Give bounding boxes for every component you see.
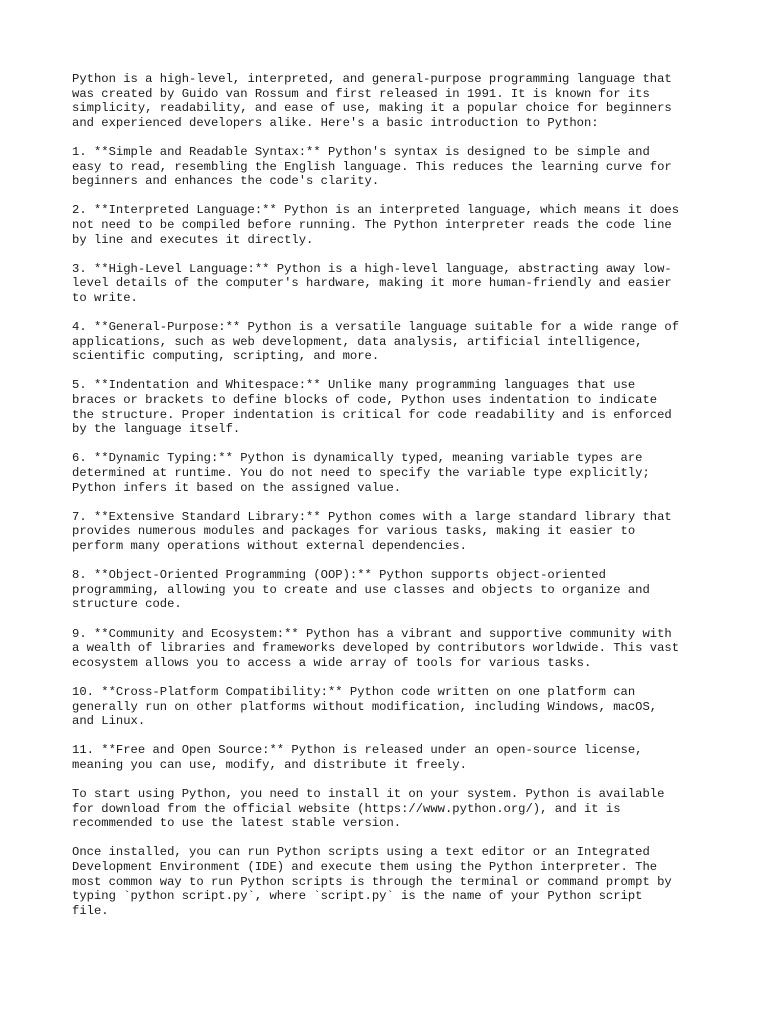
text-line: for download from the official website (https://www.python.org/), and it is [72,801,621,816]
text-line: file. [72,903,109,918]
paragraph [72,845,712,918]
text-line: Python infers it based on the assigned value. [72,480,402,495]
text-line: and experienced developers alike. Here's a basic introduction to Python: [72,115,599,130]
paragraph [72,320,712,364]
text-line: 2. **Interpreted Language:** Python is an interpreted language, which means it does [72,203,680,218]
text-line: recommended to use the latest stable version. [72,816,402,831]
text-line: 8. **Object-Oriented Programming (OOP):** Python supports object-oriented [72,568,606,583]
text-line: simplicity, readability, and ease of use, making it a popular choice for beginners [72,101,672,116]
text-line: a wealth of libraries and frameworks developed by contributors worldwide. This vast [72,641,680,656]
text-line: applications, such as web development, data analysis, artificial intelligence, [72,334,643,349]
paragraph [72,72,712,130]
paragraph [72,568,712,612]
text-line: Development Environment (IDE) and execute them using the Python interpreter. The [72,860,658,875]
text-line: scientific computing, scripting, and more. [72,349,380,364]
text-line: most common way to run Python scripts is through the terminal or command prompt by [72,874,672,889]
text-line: 9. **Community and Ecosystem:** Python has a vibrant and supportive community with [72,626,672,641]
paragraph [72,627,712,671]
text-line: structure code. [72,597,182,612]
text-line: to write. [72,290,138,305]
text-line: by the language itself. [72,422,241,437]
text-line: by line and executes it directly. [72,232,314,247]
text-line: level details of the computer's hardware, making it more human-friendly and easier [72,276,672,291]
text-line: provides numerous modules and packages for various tasks, making it easier to [72,524,636,539]
text-line: and Linux. [72,714,146,729]
text-line: Python is a high-level, interpreted, and general-purpose programming language that [72,72,672,86]
text-line: Once installed, you can run Python scripts using a text editor or an Integrated [72,845,650,860]
text-line: 10. **Cross-Platform Compatibility:** Python code written on one platform can [72,684,636,699]
text-line: 1. **Simple and Readable Syntax:** Python's syntax is designed to be simple and [72,144,650,159]
text-line: was created by Guido van Rossum and first released in 1991. It is known for its [72,86,650,101]
text-line: 11. **Free and Open Source:** Python is released under an open-source license, [72,743,643,758]
paragraph [72,145,712,189]
text-line: determined at runtime. You do not need to specify the variable type explicitly; [72,466,650,481]
text-line: the structure. Proper indentation is critical for code readability and is enforced [72,407,672,422]
text-line: beginners and enhances the code's clarity. [72,174,380,189]
paragraph [72,685,712,729]
text-line: 5. **Indentation and Whitespace:** Unlike many programming languages that use [72,378,636,393]
document-body [72,72,712,918]
paragraph [72,262,712,306]
text-line: programming, allowing you to create and use classes and objects to organize and [72,582,650,597]
text-line: To start using Python, you need to install it on your system. Python is available [72,787,665,802]
text-line: typing `python script.py`, where `script.py` is the name of your Python script [72,889,643,904]
text-line: generally run on other platforms without modification, including Windows, macOS, [72,699,658,714]
text-line: braces or brackets to define blocks of code, Python uses indentation to indicate [72,393,658,408]
text-line: 3. **High-Level Language:** Python is a high-level language, abstracting away low- [72,261,672,276]
paragraph [72,787,712,831]
paragraph [72,378,712,436]
text-line: meaning you can use, modify, and distribute it freely. [72,757,467,772]
text-line: 7. **Extensive Standard Library:** Python comes with a large standard library that [72,509,672,524]
paragraph [72,203,712,247]
text-line: perform many operations without external dependencies. [72,539,467,553]
text-line: not need to be compiled before running. The Python interpreter reads the code line [72,217,672,232]
paragraph [72,510,712,554]
paragraph [72,451,712,495]
text-line: ecosystem allows you to access a wide array of tools for various tasks. [72,655,592,670]
text-line: 6. **Dynamic Typing:** Python is dynamically typed, meaning variable types are [72,451,643,466]
text-line: 4. **General-Purpose:** Python is a versatile language suitable for a wide range of [72,320,680,335]
document-page [72,72,712,933]
text-line: easy to read, resembling the English language. This reduces the learning curve for [72,159,672,174]
paragraph [72,743,712,772]
